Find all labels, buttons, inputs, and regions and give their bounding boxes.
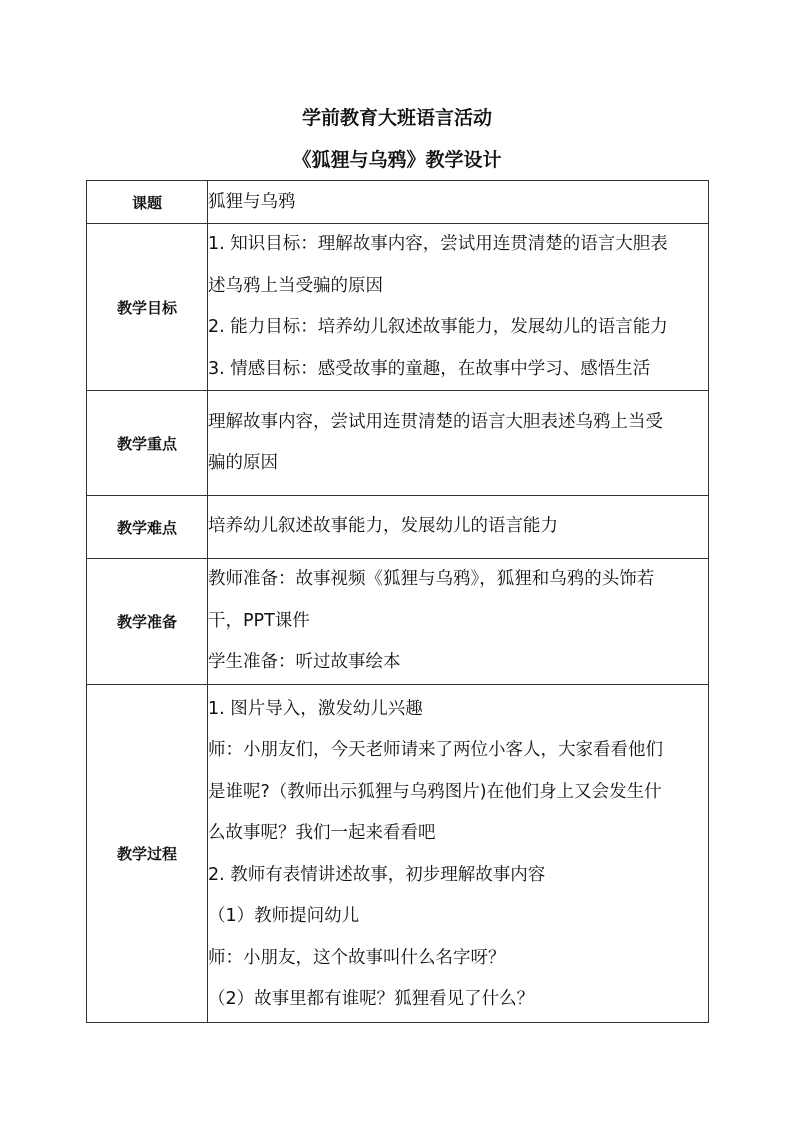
content-line: 3. 情感目标：感受故事的童趣，在故事中学习、感悟生活: [208, 358, 651, 379]
content-line: 理解故事内容，尝试用连贯清楚的语言大胆表述乌鸦上当受: [208, 411, 663, 432]
label-topic: 课题: [87, 181, 208, 224]
document-title: 学前教育大班语言活动: [301, 107, 492, 129]
content-key-points: [208, 391, 709, 496]
table-row-key-points: [87, 391, 709, 496]
content-difficulties: [208, 496, 709, 559]
content-line: 2. 能力目标：培养幼儿叙述故事能力，发展幼儿的语言能力: [208, 317, 668, 337]
table-row-preparation: [87, 559, 709, 685]
content-line: 是谁呢?（教师出示狐狸与乌鸦图片)在他们身上又会发生什: [208, 781, 662, 802]
table-row-goals: [87, 224, 709, 391]
content-line: 干，PPT课件: [208, 610, 310, 631]
content-line: 1. 图片导入，激发幼儿兴趣: [208, 698, 423, 719]
content-line: 述乌鸦上当受骗的原因: [208, 275, 383, 296]
content-line: 师：小朋友，这个故事叫什么名字呀？: [208, 947, 506, 968]
label-process: 教学过程: [87, 685, 208, 1023]
label-preparation: 教学准备: [87, 559, 208, 685]
content-line: 么故事呢？我们一起来看看吧: [208, 823, 436, 843]
lesson-plan-table: [86, 180, 709, 1023]
label-key-points: 教学重点: [87, 391, 208, 496]
content-line: 2. 教师有表情讲述故事，初步理解故事内容: [208, 864, 546, 885]
content-topic: [208, 181, 709, 224]
document-subtitle: 《狐狸与乌鸦》教学设计: [292, 149, 502, 171]
label-difficulties: 教学难点: [87, 496, 208, 559]
content-line: 教师准备：故事视频《狐狸与乌鸦》，狐狸和乌鸦的头饰若: [208, 569, 655, 590]
content-line: 狐狸与乌鸦: [208, 192, 296, 212]
content-goals: [208, 224, 709, 391]
content-line: 培养幼儿叙述故事能力，发展幼儿的语言能力: [208, 516, 558, 537]
content-line: 学生准备：听过故事绘本: [208, 652, 401, 673]
content-line: （2）故事里都有谁呢？狐狸看见了什么？: [208, 989, 535, 1009]
content-line: （1）教师提问幼儿: [208, 906, 360, 926]
label-goals: 教学目标: [87, 224, 208, 391]
content-line: 师：小朋友们，今天老师请来了两位小客人，大家看看他们: [208, 740, 663, 760]
table-row-difficulties: [87, 496, 709, 559]
table-row-topic: [87, 181, 709, 224]
content-process: [208, 685, 709, 1023]
table-row-process: [87, 685, 709, 1023]
content-line: 骗的原因: [208, 453, 278, 473]
content-preparation: [208, 559, 709, 685]
content-line: 1. 知识目标：理解故事内容，尝试用连贯清楚的语言大胆表: [208, 234, 668, 254]
